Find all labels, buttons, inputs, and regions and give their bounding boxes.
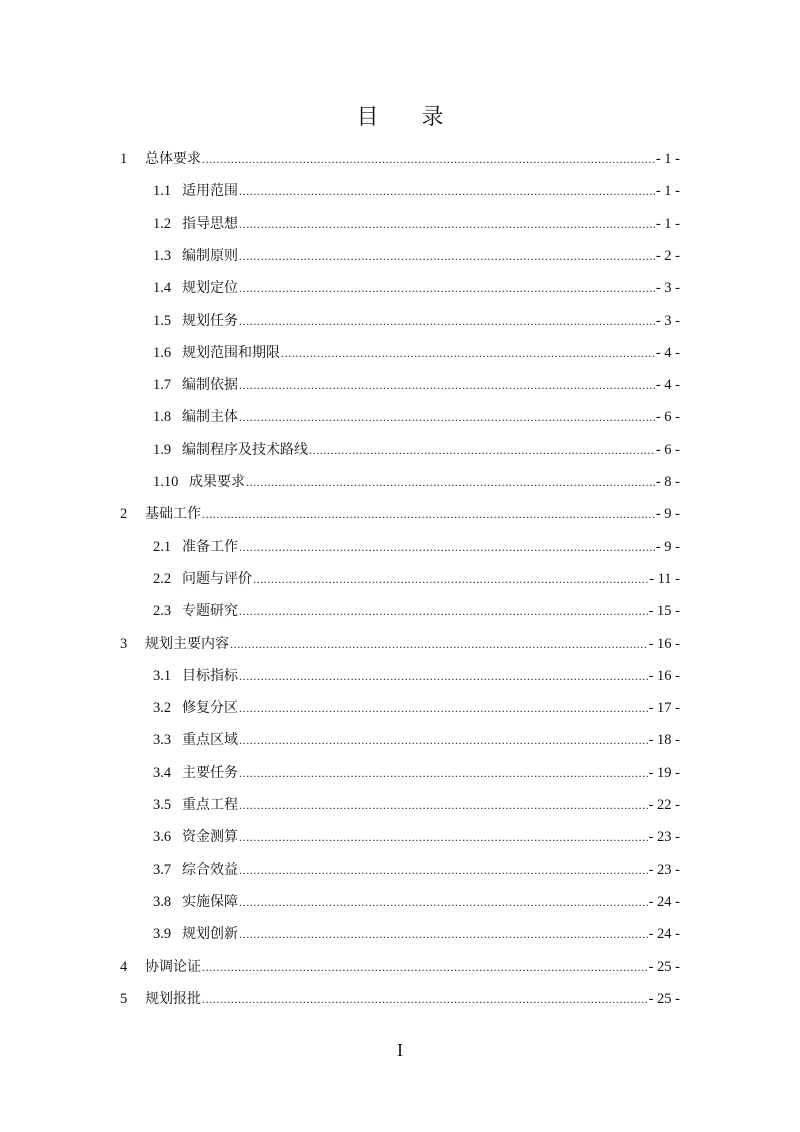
toc-entry-line [182, 179, 680, 203]
toc-entry-line [182, 664, 680, 688]
toc-entry-page: - 16 - [648, 635, 680, 652]
toc-entry-line [182, 212, 680, 236]
dot-leader [239, 922, 648, 946]
toc-entry-number: 1.7 [153, 377, 172, 394]
dot-leader [239, 405, 655, 429]
toc-entry-number: 1.1 [153, 183, 172, 200]
dot-leader [239, 179, 655, 203]
toc-entry-number: 3 [120, 635, 128, 652]
toc-entry-line [182, 599, 680, 623]
toc-entry-label[interactable]: 编制程序及技术路线 [182, 441, 308, 458]
toc-entry[interactable] [0, 276, 800, 300]
dot-leader [202, 147, 655, 171]
toc-entry-page: - 24 - [648, 893, 680, 910]
toc-entry-label[interactable]: 基础工作 [145, 506, 201, 523]
toc-entry-label[interactable]: 规划任务 [182, 312, 238, 329]
toc-entry-page: - 17 - [648, 700, 680, 717]
toc-entry-page: - 2 - [655, 247, 680, 264]
toc-entry[interactable] [0, 212, 800, 236]
toc-entry-number: 1.9 [153, 441, 172, 458]
dot-leader [239, 728, 648, 752]
toc-entry[interactable] [0, 858, 800, 882]
toc-entry-line [182, 535, 680, 559]
toc-entry[interactable] [0, 373, 800, 397]
toc-entry-page: - 25 - [648, 990, 680, 1007]
toc-entry-line [182, 825, 680, 849]
toc-entry-number: 1.10 [153, 474, 179, 490]
toc-entry-page: - 1 - [655, 215, 680, 232]
toc-entry-line [145, 502, 680, 526]
toc-entry-line [182, 761, 680, 785]
toc-entry[interactable] [0, 309, 800, 333]
toc-entry-line [182, 244, 680, 268]
toc-entry-line [182, 309, 680, 333]
toc-entry-label[interactable]: 编制原则 [182, 247, 238, 264]
toc-entry-label[interactable]: 规划报批 [145, 990, 201, 1007]
toc-entry-number: 2.3 [153, 603, 172, 620]
dot-leader [239, 664, 648, 688]
toc-entry-page: - 23 - [648, 829, 680, 846]
toc-entry-number: 1 [120, 151, 128, 167]
toc-entry-page: - 18 - [648, 732, 680, 749]
dot-leader [239, 761, 648, 785]
dot-leader [239, 212, 655, 236]
toc-entry-number: 1.4 [153, 280, 172, 297]
toc-entry-label[interactable]: 适用范围 [182, 183, 238, 200]
toc-entry-line [182, 373, 680, 397]
toc-entry-number: 3.5 [153, 797, 172, 813]
toc-entry-number: 3.7 [153, 861, 172, 878]
toc-entry-line [182, 728, 680, 752]
toc-entry[interactable] [0, 470, 800, 494]
toc-entry-number: 1.5 [153, 312, 172, 329]
toc-entry-label[interactable]: 规划定位 [182, 280, 238, 297]
toc-entry-label[interactable]: 问题与评价 [182, 570, 252, 587]
toc-entry-page: - 6 - [655, 409, 680, 426]
page-title: 目 录 [356, 105, 462, 130]
toc-entry-page: - 23 - [648, 861, 680, 878]
dot-leader [281, 341, 655, 365]
toc-entry[interactable] [0, 955, 800, 979]
toc-entry[interactable] [0, 567, 800, 591]
toc-entry[interactable] [0, 244, 800, 268]
toc-entry-line [182, 341, 680, 365]
dot-leader [239, 696, 648, 720]
toc-entry-page: - 3 - [655, 312, 680, 329]
toc-entry-number: 1.6 [153, 344, 172, 361]
toc-entry[interactable] [0, 761, 800, 785]
toc-entry[interactable] [0, 696, 800, 720]
toc-entry-number: 2.2 [153, 570, 172, 587]
toc-entry[interactable] [0, 438, 800, 462]
dot-leader [239, 276, 655, 300]
toc-entry-label[interactable]: 成果要求 [189, 474, 245, 490]
toc-entry[interactable] [0, 632, 800, 656]
toc-entry-page: - 24 - [648, 926, 680, 943]
dot-leader [239, 309, 655, 333]
toc-entry-line [182, 890, 680, 914]
toc-entry-line [145, 147, 680, 171]
toc-entry-label[interactable]: 资金测算 [182, 829, 238, 846]
toc-entry-label[interactable]: 规划创新 [182, 926, 238, 943]
page-number: I [397, 1040, 403, 1060]
toc-entry[interactable] [0, 405, 800, 429]
toc-entry-label[interactable]: 指导思想 [182, 215, 238, 232]
toc-entry-page: - 16 - [648, 667, 680, 684]
toc-entry-label[interactable]: 实施保障 [182, 893, 238, 910]
toc-entry-number: 3.1 [153, 667, 172, 684]
toc-entry-page: - 8 - [655, 474, 680, 490]
toc-entry-page: - 4 - [655, 377, 680, 394]
toc-entry-page: - 3 - [655, 280, 680, 297]
toc-entry-line [182, 858, 680, 882]
toc-entry-label[interactable]: 重点区域 [182, 732, 238, 749]
toc-entry-number: 3.8 [153, 893, 172, 910]
toc-entry-number: 2.1 [153, 538, 172, 555]
toc-entry-line [189, 470, 680, 494]
toc-entry-page: - 9 - [655, 506, 680, 523]
toc-entry-number: 3.6 [153, 829, 172, 846]
dot-leader [239, 535, 655, 559]
toc-entry-number: 1.2 [153, 215, 172, 232]
toc-entry-line [182, 793, 680, 817]
toc-entry-label[interactable]: 重点工程 [182, 797, 238, 813]
toc-entry-label[interactable]: 规划范围和期限 [182, 344, 280, 361]
toc-entry[interactable] [0, 147, 800, 171]
toc-entry-label[interactable]: 总体要求 [145, 151, 201, 167]
toc-entry-line [145, 987, 680, 1011]
toc-entry-page: - 11 - [649, 570, 680, 587]
toc-entry-line [145, 632, 680, 656]
dot-leader [230, 632, 648, 656]
toc-entry-label[interactable]: 规划主要内容 [145, 635, 229, 652]
toc-entry-line [182, 567, 680, 591]
toc-entry-line [182, 922, 680, 946]
toc-entry-line [145, 955, 680, 979]
toc-entry-label[interactable]: 目标指标 [182, 667, 238, 684]
toc-entry[interactable] [0, 599, 800, 623]
toc-entry-number: 3.9 [153, 926, 172, 943]
toc-entry-number: 3.4 [153, 764, 172, 781]
dot-leader [202, 502, 655, 526]
toc-entry[interactable] [0, 179, 800, 203]
toc-entry[interactable] [0, 728, 800, 752]
dot-leader [246, 470, 655, 494]
toc-entry[interactable] [0, 987, 800, 1011]
toc-entry[interactable] [0, 793, 800, 817]
toc-entry-number: 1.3 [153, 247, 172, 264]
dot-leader [202, 987, 648, 1011]
toc-entry-number: 3.2 [153, 700, 172, 717]
toc-entry-line [182, 438, 680, 462]
toc-entry-page: - 19 - [648, 764, 680, 781]
toc-entry[interactable] [0, 664, 800, 688]
toc-entry[interactable] [0, 890, 800, 914]
dot-leader [239, 858, 648, 882]
toc-entry-number: 1.8 [153, 409, 172, 426]
dot-leader [239, 599, 648, 623]
toc-entry-label[interactable]: 准备工作 [182, 538, 238, 555]
dot-leader [202, 955, 648, 979]
toc-entry-number: 3.3 [153, 732, 172, 749]
toc-entry-line [182, 696, 680, 720]
toc-entry-page: - 4 - [655, 344, 680, 361]
toc-entry-label[interactable]: 综合效益 [182, 861, 238, 878]
toc-entry-label[interactable]: 专题研究 [182, 603, 238, 620]
toc-entry[interactable] [0, 825, 800, 849]
dot-leader [239, 825, 648, 849]
dot-leader [239, 373, 655, 397]
toc-entry[interactable] [0, 535, 800, 559]
toc-entry-line [182, 405, 680, 429]
toc-entry-page: - 1 - [655, 151, 680, 167]
toc-entry-page: - 9 - [655, 538, 680, 555]
toc-entry-page: - 25 - [648, 958, 680, 975]
dot-leader [239, 793, 648, 817]
toc-entry-page: - 22 - [648, 797, 680, 813]
dot-leader [309, 438, 655, 462]
toc-entry-label[interactable]: 编制依据 [182, 377, 238, 394]
toc-entry-label[interactable]: 协调论证 [145, 958, 201, 975]
dot-leader [239, 890, 648, 914]
dot-leader [239, 244, 655, 268]
toc-entry-page: - 1 - [655, 183, 680, 200]
toc-entry-label[interactable]: 修复分区 [182, 700, 238, 717]
toc-entry-page: - 15 - [648, 603, 680, 620]
toc-entry-line [182, 276, 680, 300]
toc-entry-number: 4 [120, 958, 128, 975]
toc-entry-page: - 6 - [655, 441, 680, 458]
toc-entry[interactable] [0, 341, 800, 365]
toc-entry-number: 2 [120, 506, 128, 523]
toc-entry-number: 5 [120, 990, 128, 1007]
toc-entry[interactable] [0, 922, 800, 946]
toc-entry[interactable] [0, 502, 800, 526]
toc-entry-label[interactable]: 主要任务 [182, 764, 238, 781]
dot-leader [253, 567, 648, 591]
toc-entry-label[interactable]: 编制主体 [182, 409, 238, 426]
